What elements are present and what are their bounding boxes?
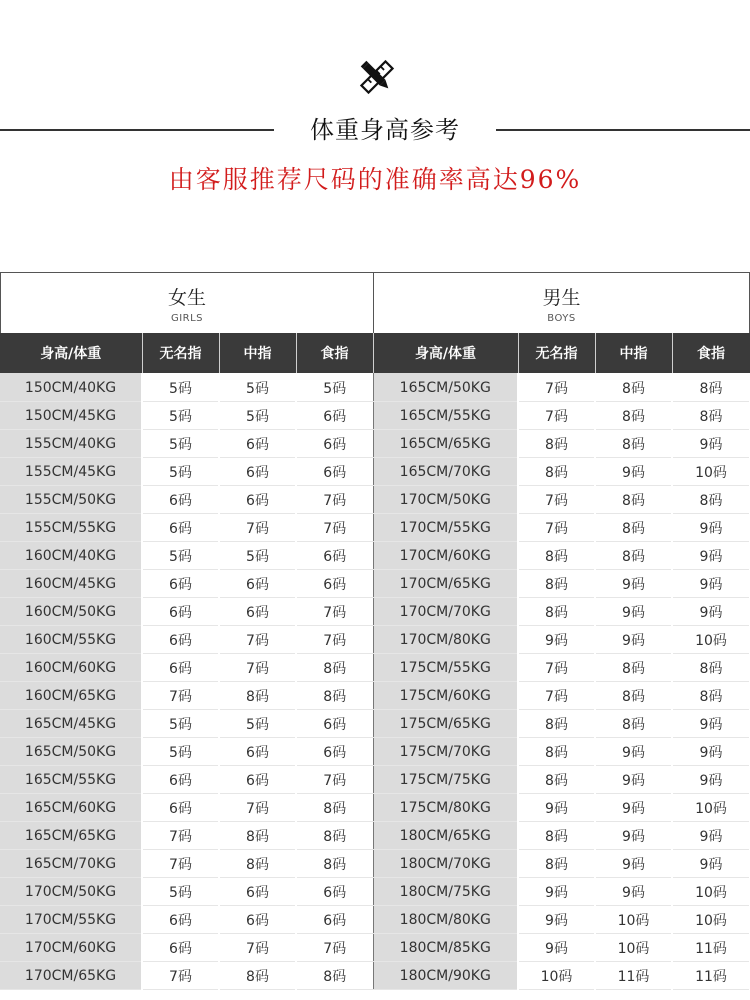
size-cell: 8码 [518,542,595,570]
size-cell: 9码 [518,794,595,822]
height-weight-cell: 155CM/45KG [0,458,142,486]
size-cell: 8码 [672,654,750,682]
size-cell: 8码 [296,682,373,710]
divider-right [496,129,750,131]
size-cell: 7码 [142,850,219,878]
size-cell: 7码 [296,626,373,654]
size-cell: 9码 [595,850,672,878]
height-weight-cell: 165CM/65KG [373,430,518,458]
height-weight-cell: 150CM/45KG [0,402,142,430]
divider-left [0,129,274,131]
size-cell: 9码 [672,710,750,738]
size-cell: 8码 [219,822,296,850]
height-weight-cell: 165CM/55KG [373,402,518,430]
size-cell: 6码 [142,794,219,822]
height-weight-cell: 160CM/40KG [0,542,142,570]
size-cell: 6码 [142,514,219,542]
size-cell: 6码 [219,906,296,934]
table-row [0,542,750,570]
size-cell: 9码 [595,626,672,654]
size-cell: 6码 [296,402,373,430]
height-weight-cell: 170CM/65KG [0,962,142,990]
size-cell: 10码 [672,878,750,906]
size-cell: 7码 [296,934,373,962]
size-cell: 8码 [518,766,595,794]
girls-sublabel: GIRLS [170,313,204,324]
size-cell: 8码 [518,822,595,850]
size-cell: 8码 [672,486,750,514]
size-cell: 6码 [142,598,219,626]
size-cell: 7码 [518,682,595,710]
height-weight-cell: 160CM/60KG [0,654,142,682]
height-weight-cell: 165CM/55KG [0,766,142,794]
height-weight-cell: 160CM/55KG [0,626,142,654]
size-cell: 7码 [296,598,373,626]
size-cell: 8码 [518,458,595,486]
table-row [0,626,750,654]
size-cell: 6码 [219,570,296,598]
height-weight-cell: 160CM/50KG [0,598,142,626]
size-cell: 5码 [219,710,296,738]
size-cell: 8码 [296,794,373,822]
size-cell: 10码 [518,962,595,990]
table-row [0,906,750,934]
size-cell: 6码 [219,738,296,766]
height-weight-cell: 160CM/45KG [0,570,142,598]
table-row [0,373,750,402]
size-cell: 9码 [518,934,595,962]
column-header: 身高/体重 [373,333,518,373]
size-cell: 9码 [518,878,595,906]
size-cell: 10码 [595,906,672,934]
size-cell: 6码 [296,430,373,458]
height-weight-cell: 170CM/55KG [0,906,142,934]
page-title: 体重身高参考 [310,116,460,144]
column-header: 中指 [595,333,672,373]
table-row [0,934,750,962]
size-cell: 5码 [219,402,296,430]
height-weight-cell: 155CM/55KG [0,514,142,542]
size-cell: 6码 [142,570,219,598]
height-weight-cell: 150CM/40KG [0,373,142,402]
size-cell: 6码 [142,486,219,514]
height-weight-cell: 165CM/50KG [0,738,142,766]
size-table [0,333,750,990]
table-row [0,962,750,990]
size-cell: 8码 [296,822,373,850]
height-weight-cell: 165CM/60KG [0,794,142,822]
size-cell: 8码 [219,962,296,990]
size-cell: 11码 [595,962,672,990]
size-cell: 9码 [672,514,750,542]
size-cell: 10码 [672,458,750,486]
size-cell: 9码 [595,738,672,766]
table-row [0,570,750,598]
height-weight-cell: 180CM/65KG [373,822,518,850]
size-cell: 10码 [672,794,750,822]
boys-group-header [373,272,750,333]
height-weight-cell: 180CM/80KG [373,906,518,934]
size-cell: 7码 [518,514,595,542]
table-row [0,850,750,878]
size-cell: 8码 [595,402,672,430]
size-cell: 9码 [595,570,672,598]
boys-sublabel: BOYS [547,313,576,324]
size-cell: 9码 [672,850,750,878]
height-weight-cell: 170CM/60KG [0,934,142,962]
size-cell: 6码 [142,934,219,962]
height-weight-cell: 175CM/60KG [373,682,518,710]
size-cell: 9码 [595,794,672,822]
size-cell: 8码 [518,430,595,458]
size-cell: 8码 [296,962,373,990]
height-weight-cell: 180CM/85KG [373,934,518,962]
table-row [0,430,750,458]
height-weight-cell: 170CM/80KG [373,626,518,654]
size-cell: 10码 [672,906,750,934]
size-cell: 8码 [595,682,672,710]
size-cell: 5码 [142,738,219,766]
height-weight-cell: 165CM/70KG [0,850,142,878]
height-weight-cell: 175CM/70KG [373,738,518,766]
size-cell: 8码 [595,486,672,514]
height-weight-cell: 165CM/70KG [373,458,518,486]
size-cell: 6码 [142,906,219,934]
height-weight-cell: 175CM/80KG [373,794,518,822]
size-cell: 9码 [672,542,750,570]
table-row [0,878,750,906]
size-cell: 9码 [595,878,672,906]
size-cell: 5码 [142,542,219,570]
size-cell: 5码 [142,402,219,430]
size-cell: 8码 [595,373,672,402]
height-weight-cell: 170CM/70KG [373,598,518,626]
size-cell: 10码 [672,626,750,654]
size-cell: 7码 [219,626,296,654]
table-row [0,766,750,794]
size-cell: 11码 [672,934,750,962]
size-cell: 9码 [672,598,750,626]
size-cell: 6码 [219,430,296,458]
size-cell: 7码 [142,822,219,850]
size-cell: 8码 [296,654,373,682]
size-cell: 8码 [672,402,750,430]
table-row [0,514,750,542]
size-cell: 7码 [219,514,296,542]
table-row [0,598,750,626]
size-cell: 8码 [595,430,672,458]
table-row [0,402,750,430]
column-header: 无名指 [518,333,595,373]
height-weight-cell: 165CM/45KG [0,710,142,738]
table-row [0,486,750,514]
table-row [0,794,750,822]
column-header: 食指 [672,333,750,373]
height-weight-cell: 170CM/60KG [373,542,518,570]
size-cell: 8码 [595,710,672,738]
size-cell: 5码 [142,373,219,402]
size-cell: 6码 [296,906,373,934]
size-cell: 5码 [219,542,296,570]
size-cell: 8码 [518,598,595,626]
height-weight-cell: 180CM/90KG [373,962,518,990]
height-weight-cell: 170CM/65KG [373,570,518,598]
size-cell: 8码 [296,850,373,878]
size-cell: 8码 [219,682,296,710]
size-cell: 9码 [595,458,672,486]
size-cell: 9码 [595,822,672,850]
size-cell: 6码 [219,878,296,906]
table-row [0,822,750,850]
size-cell: 9码 [672,822,750,850]
size-cell: 9码 [672,570,750,598]
table-row [0,710,750,738]
size-cell: 8码 [672,682,750,710]
size-cell: 6码 [142,654,219,682]
column-header: 无名指 [142,333,219,373]
size-cell: 6码 [296,710,373,738]
size-cell: 6码 [142,766,219,794]
table-header-row [0,333,750,373]
girls-label: 女生 [167,287,206,309]
size-cell: 9码 [518,626,595,654]
size-cell: 5码 [142,430,219,458]
size-cell: 7码 [296,766,373,794]
height-weight-cell: 155CM/40KG [0,430,142,458]
size-cell: 8码 [595,654,672,682]
size-cell: 6码 [219,458,296,486]
height-weight-cell: 170CM/55KG [373,514,518,542]
column-header: 食指 [296,333,373,373]
size-cell: 7码 [142,682,219,710]
size-cell: 8码 [518,738,595,766]
size-cell: 8码 [672,373,750,402]
size-cell: 7码 [142,962,219,990]
size-cell: 6码 [296,570,373,598]
girls-group-header [0,272,374,333]
size-cell: 7码 [518,373,595,402]
size-cell: 7码 [296,514,373,542]
column-header: 中指 [219,333,296,373]
ruler-pencil-icon [357,57,397,97]
size-cell: 7码 [518,402,595,430]
height-weight-cell: 180CM/75KG [373,878,518,906]
size-cell: 11码 [672,962,750,990]
size-cell: 8码 [518,570,595,598]
size-cell: 7码 [219,794,296,822]
size-cell: 7码 [518,654,595,682]
size-cell: 5码 [142,710,219,738]
size-cell: 5码 [296,373,373,402]
size-cell: 8码 [518,850,595,878]
size-cell: 6码 [296,878,373,906]
height-weight-cell: 170CM/50KG [0,878,142,906]
size-cell: 10码 [595,934,672,962]
size-cell: 6码 [296,458,373,486]
height-weight-cell: 160CM/65KG [0,682,142,710]
size-cell: 8码 [595,514,672,542]
boys-label: 男生 [542,287,581,309]
size-cell: 6码 [296,738,373,766]
size-cell: 6码 [219,598,296,626]
size-cell: 5码 [142,458,219,486]
height-weight-cell: 175CM/65KG [373,710,518,738]
table-row [0,654,750,682]
size-cell: 6码 [219,486,296,514]
height-weight-cell: 175CM/55KG [373,654,518,682]
height-weight-cell: 175CM/75KG [373,766,518,794]
size-cell: 7码 [296,486,373,514]
size-cell: 9码 [518,906,595,934]
table-row [0,738,750,766]
size-cell: 9码 [672,738,750,766]
page-subtitle: 由客服推荐尺码的准确率高达96% [168,165,582,194]
height-weight-cell: 165CM/65KG [0,822,142,850]
size-cell: 7码 [219,654,296,682]
size-cell: 6码 [142,626,219,654]
size-cell: 6码 [219,766,296,794]
size-cell: 5码 [219,373,296,402]
table-row [0,682,750,710]
size-cell: 9码 [595,598,672,626]
height-weight-cell: 180CM/70KG [373,850,518,878]
size-cell: 8码 [518,710,595,738]
height-weight-cell: 165CM/50KG [373,373,518,402]
height-weight-cell: 155CM/50KG [0,486,142,514]
height-weight-cell: 170CM/50KG [373,486,518,514]
size-cell: 7码 [518,486,595,514]
size-cell: 6码 [296,542,373,570]
size-cell: 8码 [595,542,672,570]
size-cell: 7码 [219,934,296,962]
table-row [0,458,750,486]
size-cell: 9码 [672,430,750,458]
size-cell: 9码 [672,766,750,794]
size-cell: 5码 [142,878,219,906]
size-cell: 8码 [219,850,296,878]
size-cell: 9码 [595,766,672,794]
column-header: 身高/体重 [0,333,142,373]
title-row [0,112,750,148]
